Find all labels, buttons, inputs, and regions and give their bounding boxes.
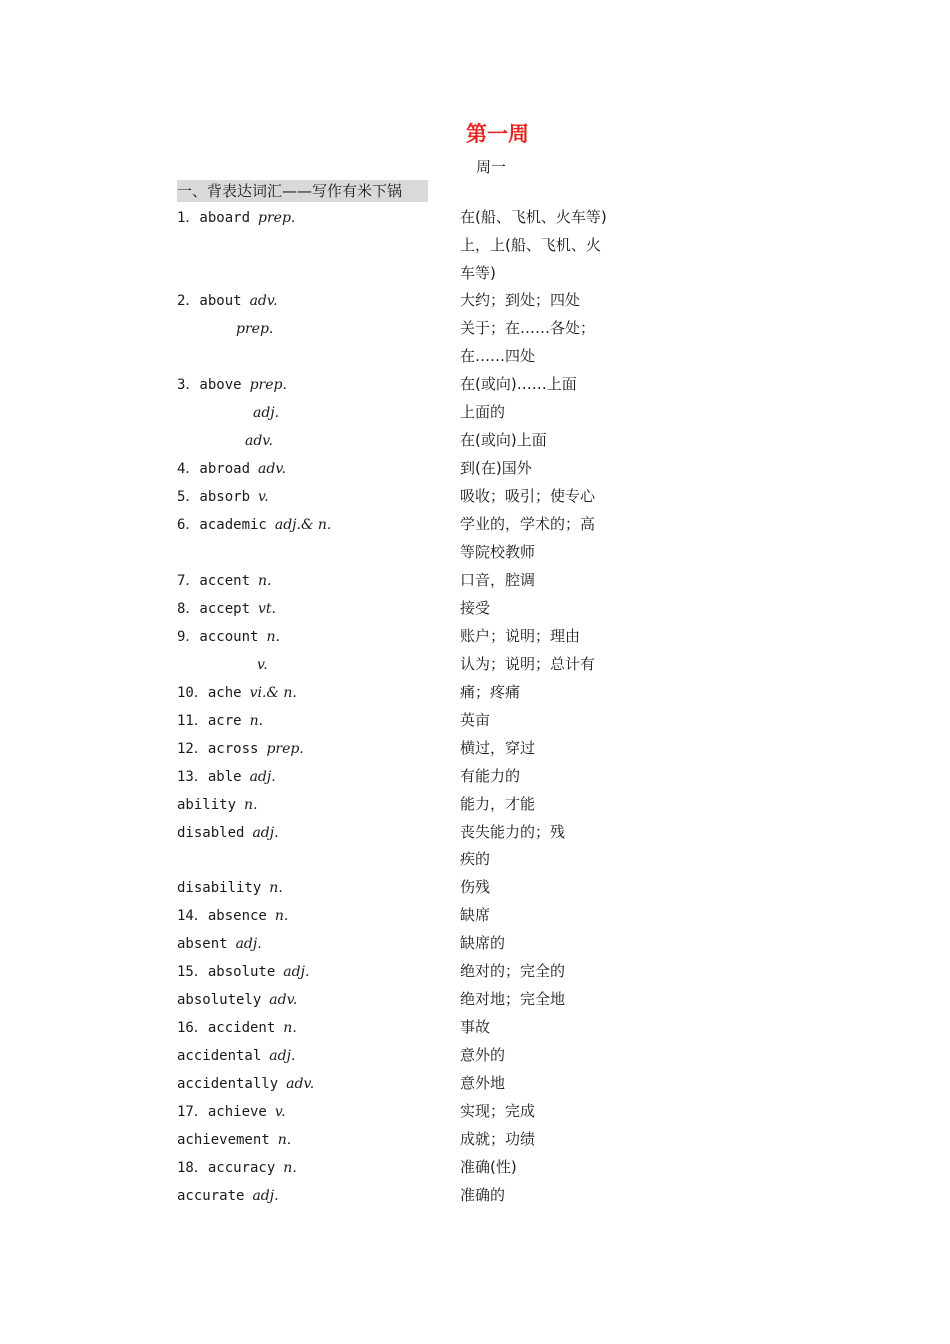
word-text: 14．absence (177, 908, 267, 925)
vocab-meaning: 在(船、飞机、火车等)上，上(船、飞机、火车等) (460, 208, 607, 282)
part-of-speech: n. (244, 796, 258, 813)
vocab-entry (177, 902, 637, 930)
part-of-speech: adv. (286, 1076, 315, 1093)
part-of-speech: n. (269, 880, 283, 897)
vocab-entry (177, 1070, 637, 1098)
vocab-word (177, 707, 460, 735)
vocab-meaning: 丧失能力的；残疾的 (460, 822, 566, 869)
page-title: 第一周 (466, 122, 529, 146)
vocab-meaning: 在(或向)……上面 (460, 374, 577, 393)
vocab-meaning: 能力，才能 (460, 794, 536, 813)
vocab-meaning: 上面的 (460, 402, 506, 421)
vocab-meaning: 英亩 (460, 710, 491, 729)
vocab-entry (177, 483, 637, 511)
part-of-speech: v. (257, 656, 268, 673)
vocab-entry (177, 874, 637, 902)
vocab-word (177, 651, 460, 679)
part-of-speech: n. (258, 572, 272, 589)
vocab-meaning: 准确(性) (460, 1158, 517, 1177)
word-text: 11．acre (177, 712, 242, 729)
word-text: 4．abroad (177, 460, 251, 477)
vocab-meaning: 在(或向)上面 (460, 430, 547, 449)
vocab-meaning: 有能力的 (460, 766, 521, 785)
vocab-entry (177, 819, 637, 875)
word-text: 10．ache (177, 684, 242, 701)
word-text: 12．across (177, 740, 259, 757)
word-text: accidental (177, 1048, 262, 1065)
part-of-speech: adv. (258, 460, 287, 477)
part-of-speech: adj. (249, 768, 276, 785)
word-text: 2．about (177, 293, 242, 310)
vocab-entry (177, 1014, 637, 1042)
vocab-word (177, 623, 460, 651)
vocab-entry (177, 735, 637, 763)
section-heading: 一、背表达词汇——写作有米下锅 (177, 180, 428, 202)
vocab-word (177, 1182, 460, 1210)
vocab-meaning: 缺席 (460, 906, 491, 925)
vocab-word (177, 287, 460, 315)
vocab-meaning: 伤残 (460, 878, 491, 897)
word-text: 13．able (177, 768, 242, 785)
vocab-entry (177, 427, 637, 455)
vocab-entry (177, 623, 637, 651)
word-text: 8．accept (177, 600, 251, 617)
part-of-speech: adj. (252, 1188, 279, 1205)
vocab-entry (177, 651, 637, 679)
vocabulary-list (177, 204, 637, 1210)
vocab-word (177, 1126, 460, 1154)
vocab-meaning: 认为；说明；总计有 (460, 654, 596, 673)
part-of-speech: n. (277, 1132, 292, 1149)
vocab-word (177, 1154, 460, 1182)
part-of-speech: prep. (266, 740, 304, 757)
vocab-word (177, 315, 460, 343)
vocab-word (177, 1014, 460, 1042)
word-text: accurate (177, 1188, 245, 1205)
part-of-speech: adj. (252, 824, 279, 841)
part-of-speech: adj. (235, 936, 262, 953)
vocab-word (177, 595, 460, 623)
vocab-meaning: 学业的，学术的；高等院校教师 (460, 514, 596, 561)
vocab-entry (177, 1098, 637, 1126)
part-of-speech: adv. (245, 432, 274, 449)
vocab-meaning: 接受 (460, 598, 491, 617)
vocab-word (177, 874, 460, 902)
word-text: absolutely (177, 992, 262, 1009)
vocab-entry (177, 1154, 637, 1182)
vocab-meaning: 意外的 (460, 1046, 506, 1065)
part-of-speech: adj. (283, 964, 310, 981)
part-of-speech: v. (274, 1104, 286, 1121)
part-of-speech: adv. (269, 992, 298, 1009)
word-text: 16．accident (177, 1020, 276, 1037)
part-of-speech: adj.& n. (274, 516, 332, 533)
vocab-meaning: 横过，穿过 (460, 738, 536, 757)
vocab-word (177, 455, 460, 483)
word-text: achievement (177, 1132, 270, 1149)
part-of-speech: vt. (258, 600, 277, 617)
vocab-entry (177, 791, 637, 819)
word-text: 17．achieve (177, 1104, 267, 1121)
vocab-entry (177, 1182, 637, 1210)
word-text: 6．academic (177, 516, 267, 533)
part-of-speech: prep. (258, 210, 296, 226)
vocab-entry (177, 595, 637, 623)
vocab-meaning: 大约；到处；四处 (460, 291, 581, 310)
part-of-speech: n. (283, 1160, 297, 1177)
vocab-entry (177, 315, 637, 371)
vocab-meaning: 意外地 (460, 1074, 506, 1093)
part-of-speech: prep. (236, 321, 274, 338)
part-of-speech: prep. (249, 376, 287, 393)
vocab-word (177, 399, 460, 427)
vocab-entry (177, 287, 637, 315)
vocab-entry (177, 707, 637, 735)
word-text: ability (177, 796, 237, 813)
vocab-word (177, 483, 460, 511)
vocab-entry (177, 204, 637, 287)
part-of-speech: n. (283, 1020, 297, 1037)
vocab-word (177, 763, 460, 791)
vocab-meaning: 账户；说明；理由 (460, 626, 581, 645)
vocab-meaning: 事故 (460, 1018, 491, 1037)
word-text: 7．accent (177, 572, 251, 589)
vocab-entry (177, 1126, 637, 1154)
word-text: 5．absorb (177, 488, 251, 505)
vocab-meaning: 成就；功绩 (460, 1130, 536, 1149)
vocab-word (177, 1042, 460, 1070)
vocab-meaning: 实现；完成 (460, 1102, 536, 1121)
vocab-word (177, 427, 460, 455)
word-text: disability (177, 880, 262, 897)
word-text: absent (177, 936, 228, 953)
word-text: disabled (177, 824, 245, 841)
part-of-speech: adj. (253, 404, 280, 421)
vocab-meaning: 到(在)国外 (460, 458, 532, 477)
vocab-entry (177, 986, 637, 1014)
vocab-word (177, 986, 460, 1014)
vocab-entry (177, 371, 637, 399)
vocab-entry (177, 567, 637, 595)
vocab-word (177, 930, 460, 958)
vocab-entry (177, 958, 637, 986)
part-of-speech: n. (266, 628, 280, 645)
word-text: accidentally (177, 1076, 279, 1093)
vocab-entry (177, 399, 637, 427)
part-of-speech: v. (258, 488, 269, 505)
vocab-meaning: 口音，腔调 (460, 570, 536, 589)
vocab-word (177, 1070, 460, 1098)
word-text: 9．account (177, 628, 259, 645)
part-of-speech: vi.& n. (249, 684, 297, 701)
vocab-entry (177, 1042, 637, 1070)
vocab-entry (177, 455, 637, 483)
vocab-word (177, 735, 460, 763)
vocab-word (177, 958, 460, 986)
vocab-meaning: 缺席的 (460, 934, 506, 953)
vocab-word (177, 819, 460, 847)
vocab-meaning: 绝对的；完全的 (460, 962, 566, 981)
part-of-speech: adv. (249, 293, 278, 310)
vocab-entry (177, 930, 637, 958)
vocab-word (177, 902, 460, 930)
vocab-word (177, 204, 460, 232)
vocab-word (177, 1098, 460, 1126)
vocab-entry (177, 679, 637, 707)
vocab-word (177, 791, 460, 819)
vocab-entry (177, 511, 637, 567)
vocab-meaning: 绝对地；完全地 (460, 990, 566, 1009)
part-of-speech: n. (274, 908, 289, 925)
vocab-meaning: 痛；疼痛 (460, 682, 521, 701)
word-text: 15．absolute (177, 964, 276, 981)
vocab-meaning: 吸收；吸引；使专心 (460, 486, 596, 505)
vocab-meaning: 准确的 (460, 1186, 506, 1205)
part-of-speech: adj. (269, 1048, 296, 1065)
vocab-meaning: 关于；在……各处；在……四处 (460, 319, 596, 366)
vocab-entry (177, 763, 637, 791)
vocab-word (177, 567, 460, 595)
word-text: 1．aboard (177, 210, 251, 226)
vocab-word (177, 511, 460, 539)
word-text: 3．above (177, 376, 242, 393)
part-of-speech: n. (249, 712, 264, 729)
word-text: 18．accuracy (177, 1160, 276, 1177)
vocab-word (177, 679, 460, 707)
day-label: 周一 (476, 158, 507, 176)
vocab-word (177, 371, 460, 399)
